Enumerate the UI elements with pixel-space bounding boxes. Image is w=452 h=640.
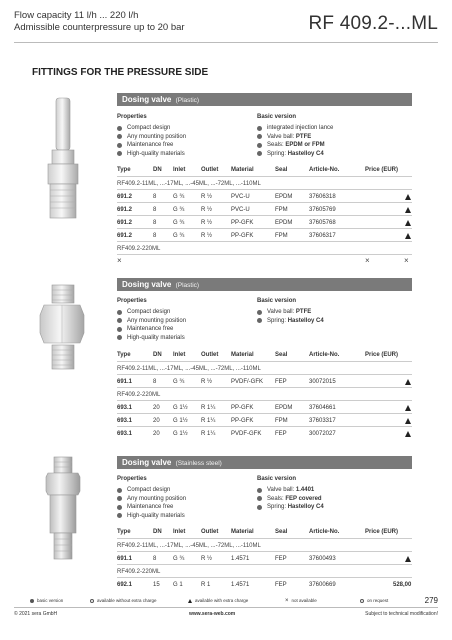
table-note-row: RF409.2-11ML, ...-17ML, ...-45ML, ...-72ML, ...-110ML	[117, 538, 412, 551]
block-3-title-bar	[117, 456, 412, 469]
flow-capacity-text: Flow capacity 11 l/h ... 220 l/h	[14, 10, 139, 21]
block-2-subtitle: (Plastic)	[175, 282, 200, 289]
extra-charge-icon	[405, 194, 411, 202]
block-2-properties-heading: Properties	[117, 298, 147, 304]
basic-item: Spring: Hastelloy C4	[257, 317, 324, 326]
property-item: Compact design	[117, 124, 186, 133]
basic-item: Seals: EPDM or FPM	[257, 141, 333, 150]
block-2-properties-list	[117, 308, 186, 342]
block-3-basic-list	[257, 486, 324, 512]
table-row: 691.1 8 G ¾ R ½ PVDF/-GFK FEP 30072015	[117, 374, 412, 387]
table-row: 693.1 20 G 1½ R 1¼ PP-GFK FPM 37603317	[117, 413, 412, 426]
cross-icon: ×	[285, 598, 289, 604]
extra-charge-icon	[405, 233, 411, 241]
table-header-row: Type DN Inlet Outlet Material Seal Article-No. Price (EUR)	[117, 351, 399, 358]
basic-item: Spring: Hastelloy C4	[257, 150, 333, 159]
extra-charge-icon	[405, 220, 411, 228]
block-3-basic-heading: Basic version	[257, 476, 297, 482]
triangle-icon	[188, 599, 192, 603]
table-row: 691.2 8 G ¾ R ½ PVC-U EPDM 37606318	[117, 189, 412, 202]
block-1-table	[117, 163, 412, 267]
header-subtitle	[14, 10, 185, 34]
price-value: 528,00	[393, 581, 412, 588]
section-title: FITTINGS FOR THE PRESSURE SIDE	[32, 67, 209, 78]
property-item: High-quality materials	[117, 512, 186, 521]
block-3-table	[117, 525, 412, 590]
table-note-row: RF409.2-220ML	[117, 564, 412, 577]
table-row: 691.2 8 G ¾ R ½ PP-GFK EPDM 37605768	[117, 215, 412, 228]
extra-charge-icon	[405, 405, 411, 413]
property-item: High-quality materials	[117, 334, 186, 343]
block-3-title: Dosing valve	[122, 458, 172, 467]
property-item: Maintenance free	[117, 503, 186, 512]
basic-item: Valve ball: 1.4401	[257, 486, 324, 495]
block-1-basic-list	[257, 124, 333, 158]
table-row: 693.1 20 G 1½ R 1¼ PVDF-GFK FEP 30072027	[117, 426, 412, 439]
basic-item: Spring: Hastelloy C4	[257, 503, 324, 512]
table-row: 691.2 8 G ¾ R ½ PP-GFK FPM 37606317	[117, 228, 412, 241]
half-circle-icon	[90, 599, 94, 603]
not-available-icon: ×	[365, 256, 370, 265]
basic-item: Valve ball: PTFE	[257, 133, 333, 142]
extra-charge-icon	[405, 431, 411, 439]
dosing-valve-plastic-lance-image	[30, 96, 94, 236]
block-3-properties-list	[117, 486, 186, 520]
block-1-properties-heading: Properties	[117, 114, 147, 120]
not-available-row	[117, 254, 412, 267]
block-1-properties-list	[117, 124, 186, 158]
table-header-row: Type DN Inlet Outlet Material Seal Article-No. Price (EUR)	[117, 166, 399, 173]
table-row: 692.1 15 G 1 R 1 1.4571 FEP 37600669 528,00	[117, 577, 412, 590]
table-header-row: Type DN Inlet Outlet Material Seal Article-No. Price (EUR)	[117, 528, 399, 535]
basic-item: Seals: FEP covered	[257, 495, 324, 504]
extra-charge-icon	[405, 379, 411, 387]
table-note-row: RF409.2-11ML, ...-17ML, ...-45ML, ...-72ML, ...-110ML	[117, 361, 412, 374]
extra-charge-icon	[405, 418, 411, 426]
property-item: Compact design	[117, 486, 186, 495]
property-item: Any mounting position	[117, 317, 186, 326]
property-item: Maintenance free	[117, 141, 186, 150]
footer-web: www.sera-web.com	[189, 611, 236, 617]
basic-item: integrated injection lance	[257, 124, 333, 133]
block-2-title: Dosing valve	[122, 280, 172, 289]
block-2-basic-heading: Basic version	[257, 298, 297, 304]
dosing-valve-plastic-image	[30, 283, 94, 373]
dosing-valve-stainless-image	[30, 455, 94, 565]
table-note-row: RF409.2-220ML	[117, 387, 412, 400]
block-2-table	[117, 348, 412, 439]
table-row: 693.1 20 G 1½ R 1¼ PP-GFK EPDM 37604661	[117, 400, 412, 413]
table-note-row: RF409.2-220ML	[117, 241, 412, 254]
property-item: Any mounting position	[117, 133, 186, 142]
property-item: High-quality materials	[117, 150, 186, 159]
table-note-row: RF409.2-11ML, ...-17ML, ...-45ML, ...-72ML, ...-110ML	[117, 176, 412, 189]
request-icon	[360, 599, 364, 603]
footer-copyright: © 2021 sera GmbH	[14, 611, 58, 617]
block-3-properties-heading: Properties	[117, 476, 147, 482]
extra-charge-icon	[405, 207, 411, 215]
basic-item: Valve ball: PTFE	[257, 308, 324, 317]
legend-on-request: on request	[360, 598, 388, 603]
footer-notice: Subject to technical modification!	[365, 611, 438, 617]
property-item: Maintenance free	[117, 325, 186, 334]
not-available-icon: ×	[404, 256, 409, 265]
table-row: 691.1 8 G ¾ R ½ 1.4571 FEP 37600493	[117, 551, 412, 564]
block-1-subtitle: (Plastic)	[175, 97, 200, 104]
not-available-icon: ×	[117, 256, 122, 265]
legend-basic: basic version	[30, 598, 63, 603]
block-2-title-bar	[117, 278, 412, 291]
extra-charge-icon	[405, 556, 411, 564]
page-number: 279	[424, 596, 438, 605]
basic-version-dot-icon	[30, 599, 34, 603]
block-2-basic-list	[257, 308, 324, 325]
property-item: Any mounting position	[117, 495, 186, 504]
footer-divider	[14, 607, 438, 608]
header-divider	[14, 42, 438, 43]
legend-with-charge: available with extra charge	[188, 598, 248, 603]
block-1-basic-heading: Basic version	[257, 114, 297, 120]
table-row: 691.2 8 G ¾ R ½ PVC-U FPM 37605769	[117, 202, 412, 215]
model-title: RF 409.2-...ML	[308, 13, 438, 34]
block-1-title-bar	[117, 93, 412, 106]
block-3-subtitle: (Stainless steel)	[175, 460, 222, 467]
legend-not-available: × not available	[285, 598, 317, 604]
block-1-title: Dosing valve	[122, 95, 172, 104]
counterpressure-text: Admissible counterpressure up to 20 bar	[14, 22, 185, 33]
legend-without-charge: available without extra charge	[90, 598, 157, 603]
property-item: Compact design	[117, 308, 186, 317]
